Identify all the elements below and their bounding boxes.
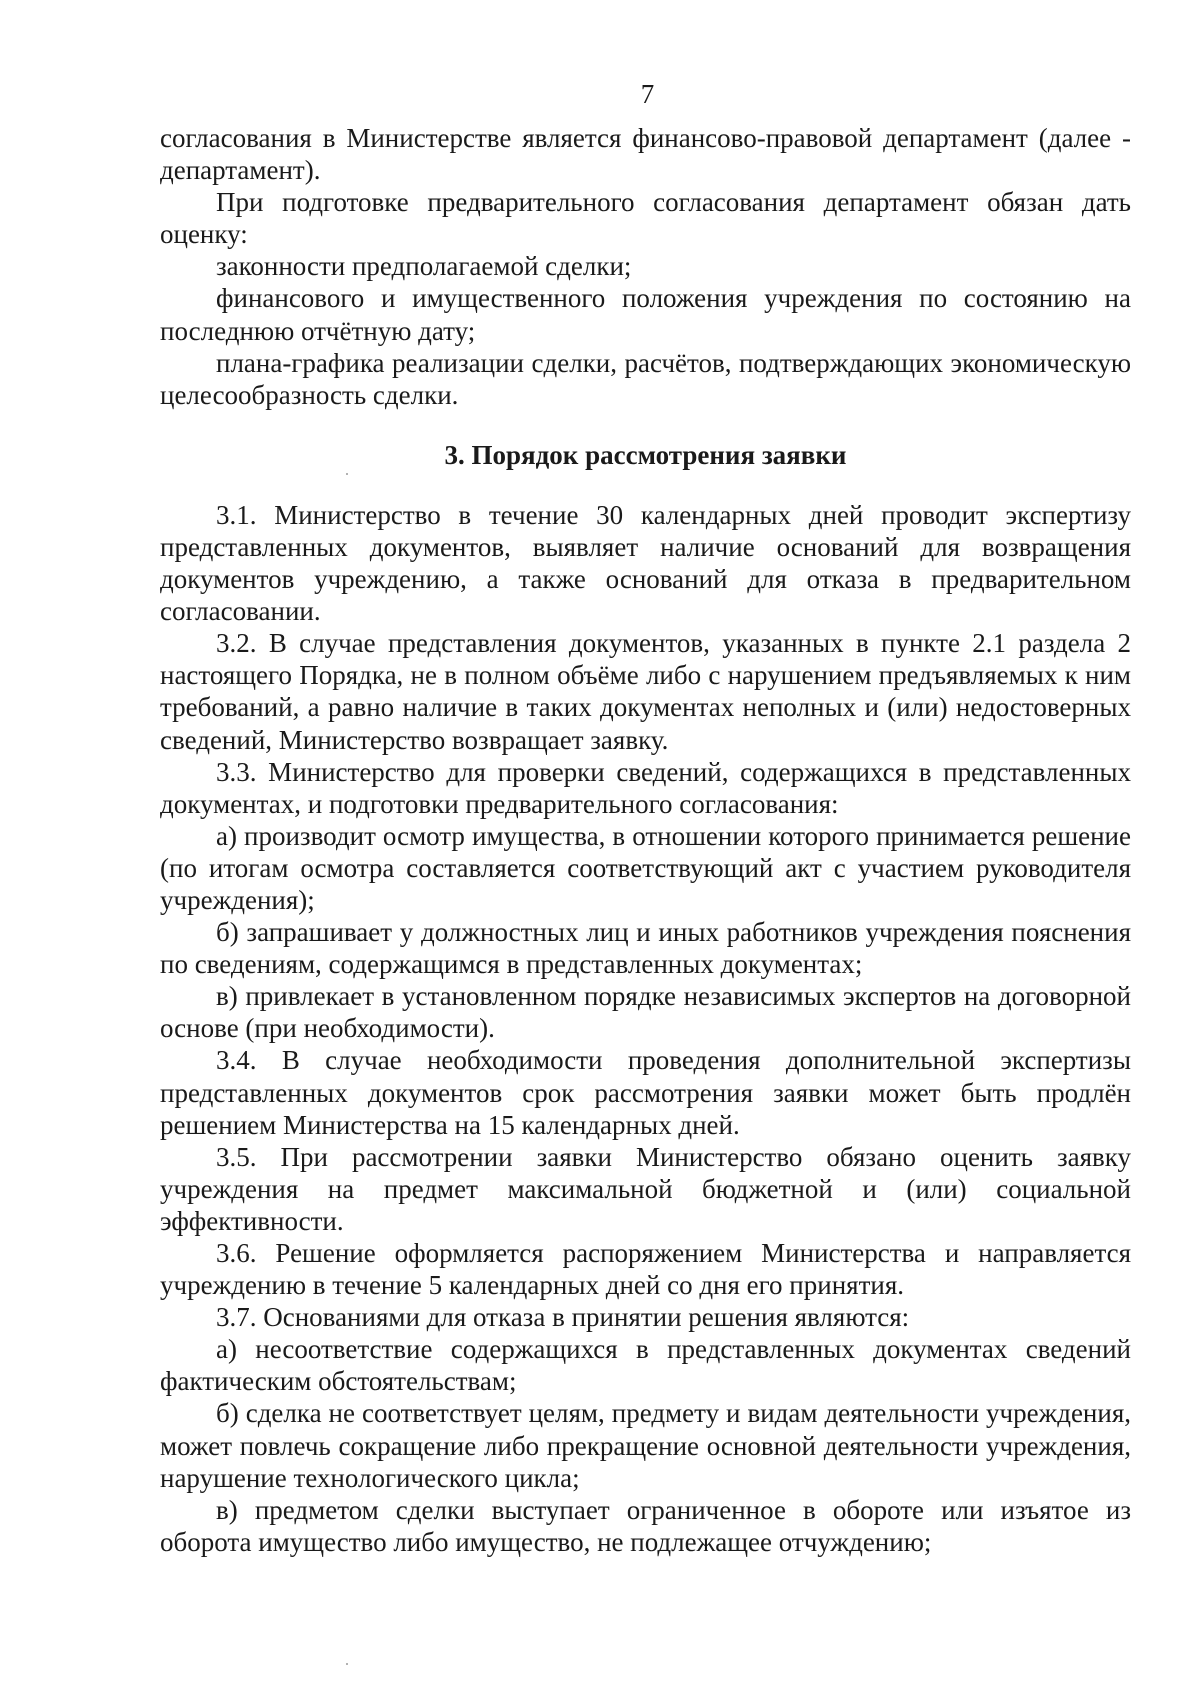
- paragraph-financial-position: финансового и имущественного положения учреждения по состоянию на последнюю отчётную дату;: [160, 283, 1131, 346]
- scan-speck: [346, 1663, 348, 1665]
- paragraph-intro-continuation: согласования в Министерстве является финансово-правовой департамент (далее - департамент).: [160, 123, 1131, 186]
- item-3-4: 3.4. В случае необходимости проведения дополнительной экспертизы представленных документов срок рассмотрения заявки может быть продлён решением Министерства на 15 календарных дней.: [160, 1045, 1131, 1140]
- item-3-7-a: а) несоответствие содержащихся в представленных документах сведений фактическим обстоятельствам;: [160, 1334, 1131, 1397]
- paragraph-department-assessment: При подготовке предварительного согласования департамент обязан дать оценку:: [160, 187, 1131, 250]
- item-3-3-b: б) запрашивает у должностных лиц и иных работников учреждения пояснения по сведениям, содержащимся в представленных документах;: [160, 917, 1131, 980]
- item-3-6: 3.6. Решение оформляется распоряжением Министерства и направляется учреждению в течение 5 календарных дней со дня его принятия.: [160, 1238, 1131, 1301]
- paragraph-schedule-plan: плана-графика реализации сделки, расчётов, подтверждающих экономическую целесообразность сделки.: [160, 347, 1131, 410]
- section-3-heading: 3. Порядок рассмотрения заявки: [444, 439, 847, 470]
- item-3-7: 3.7. Основаниями для отказа в принятии решения являются:: [216, 1302, 910, 1333]
- item-3-1: 3.1. Министерство в течение 30 календарных дней проводит экспертизу представленных документов, выявляет наличие оснований для возвращения документов учреждению, а также оснований для отказа в предварительном согласовании.: [160, 499, 1131, 627]
- item-3-5: 3.5. При рассмотрении заявки Министерство обязано оценить заявку учреждения на предмет максимальной бюджетной и (или) социальной эффективности.: [160, 1141, 1131, 1236]
- paragraph-legality: законности предполагаемой сделки;: [216, 251, 632, 282]
- document-body: [160, 122, 1131, 1558]
- item-3-7-b: б) сделка не соответствует целям, предмету и видам деятельности учреждения, может повлечь сокращение либо прекращение основной деятельности учреждения, нарушение технологического цикла;: [160, 1398, 1131, 1493]
- item-3-7-v: в) предметом сделки выступает ограниченное в обороте или изъятое из оборота имущество либо имущество, не подлежащее отчуждению;: [160, 1494, 1131, 1557]
- item-3-3-v: в) привлекает в установленном порядке независимых экспертов на договорной основе (при необходимости).: [160, 981, 1131, 1044]
- item-3-3: 3.3. Министерство для проверки сведений, содержащихся в представленных документах, и подготовки предварительного согласования:: [160, 756, 1131, 819]
- page-number: 7: [640, 79, 655, 109]
- scan-speck: [346, 473, 348, 475]
- item-3-3-a: а) производит осмотр имущества, в отношении которого принимается решение (по итогам осмотра составляется соответствующий акт с участием руководителя учреждения);: [160, 820, 1131, 915]
- item-3-2: 3.2. В случае представления документов, указанных в пункте 2.1 раздела 2 настоящего Порядка, не в полном объёме либо с нарушением предъявляемых к ним требований, а равно наличие в таких документах неполных и (или) недостоверных сведений, Министерство возвращает заявку.: [160, 628, 1131, 755]
